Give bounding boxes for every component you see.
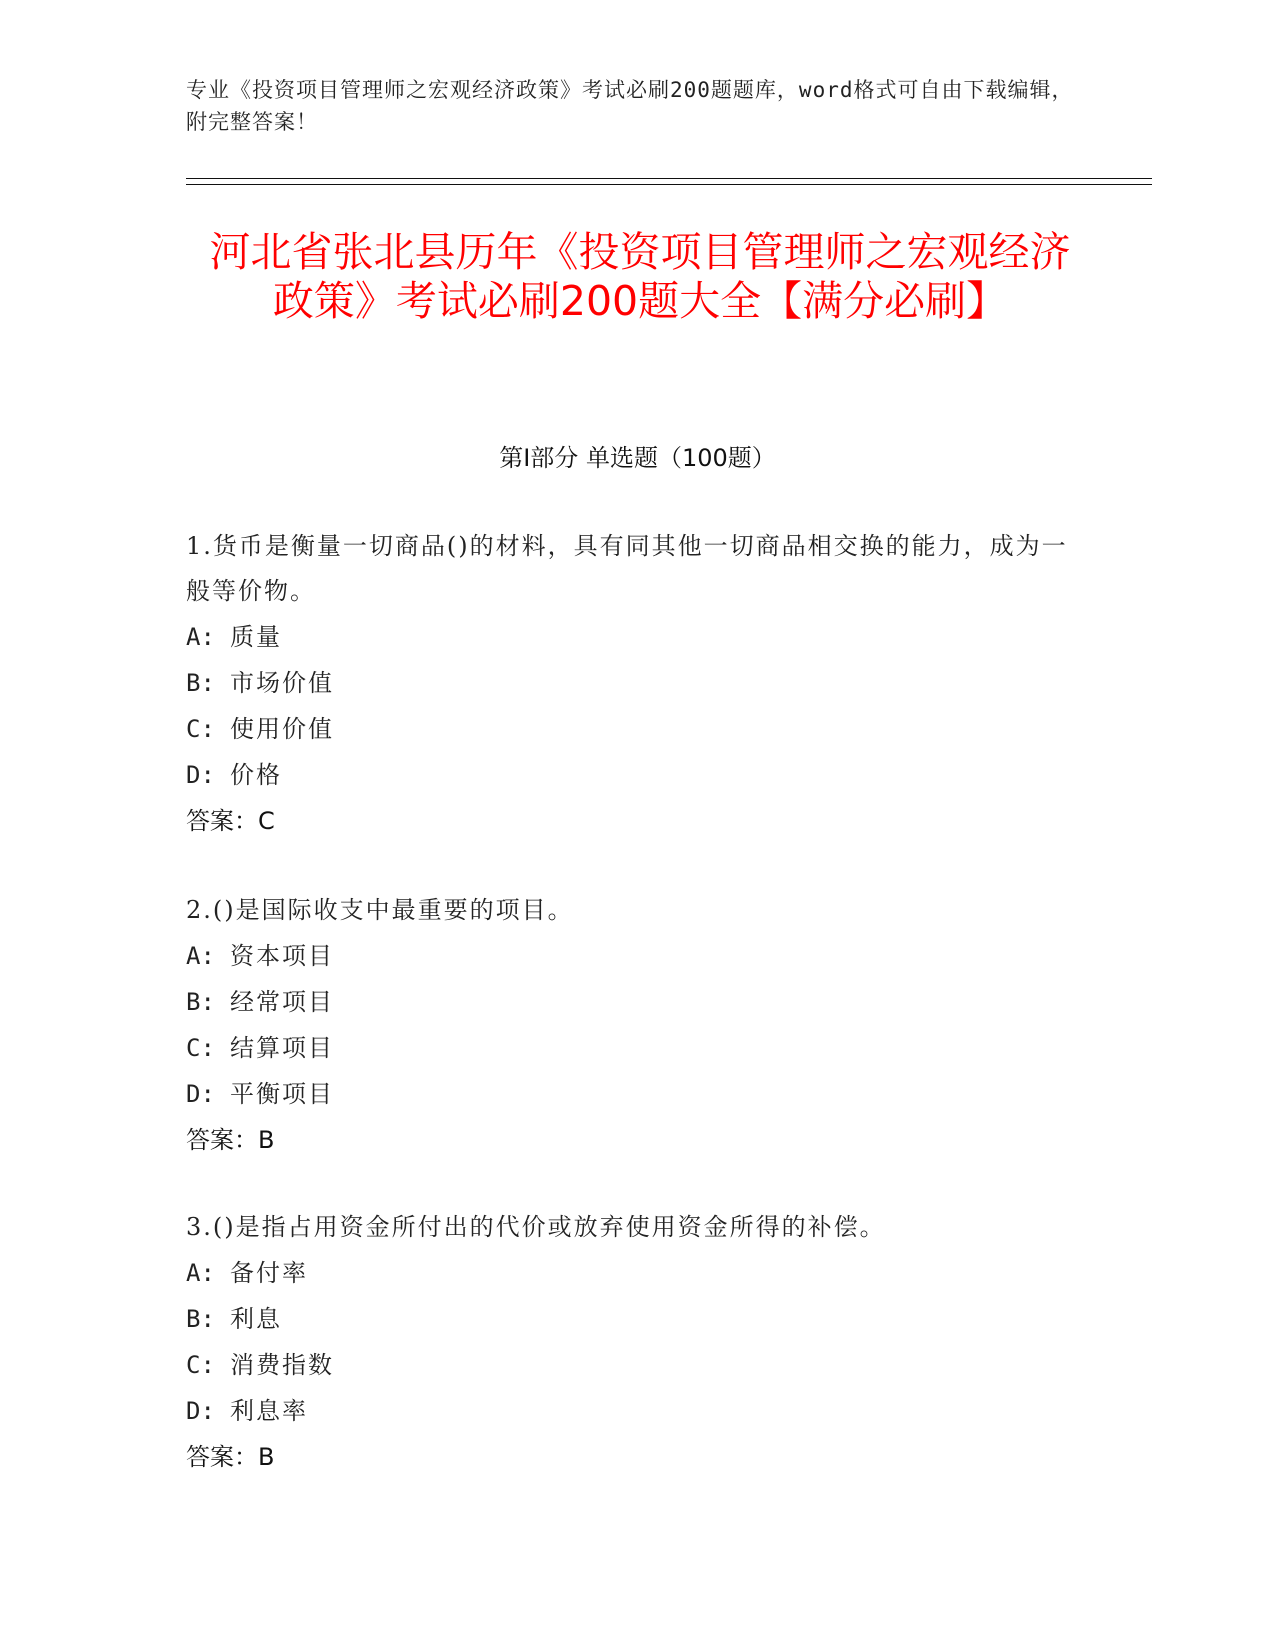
option-a: [186, 614, 1086, 660]
option-text: 使用价值: [230, 715, 334, 743]
header-note: 专业《投资项目管理师之宏观经济政策》考试必刷200题题库，word格式可自由下载编辑，附完整答案！: [186, 78, 1074, 134]
answer: 答案：B: [186, 1443, 275, 1471]
option-c: [186, 1025, 1086, 1071]
option-letter: C:: [186, 715, 215, 743]
option-letter: D:: [186, 1080, 215, 1108]
document-title: 河北省张北县历年《投资项目管理师之宏观经济政策》考试必刷200题大全【满分必刷】: [209, 228, 1071, 325]
option-text: 经常项目: [230, 988, 334, 1016]
option-letter: C:: [186, 1034, 215, 1062]
answer: 答案：B: [186, 1126, 275, 1154]
option-d: [186, 1388, 1086, 1434]
option-b: [186, 1296, 1086, 1342]
option-letter: A:: [186, 623, 215, 651]
option-c: [186, 1342, 1086, 1388]
answer: 答案：C: [186, 807, 275, 835]
option-c: [186, 706, 1086, 752]
option-b: [186, 660, 1086, 706]
question-stem: 2.()是国际收支中最重要的项目。: [186, 896, 574, 924]
option-letter: D:: [186, 761, 215, 789]
option-d: [186, 752, 1086, 798]
option-letter: C:: [186, 1351, 215, 1379]
question-2: [186, 888, 1086, 1163]
option-text: 市场价值: [230, 669, 334, 697]
option-letter: D:: [186, 1397, 215, 1425]
option-text: 资本项目: [230, 942, 334, 970]
option-text: 结算项目: [230, 1034, 334, 1062]
option-text: 消费指数: [230, 1351, 334, 1379]
option-d: [186, 1071, 1086, 1117]
option-text: 价格: [230, 761, 282, 789]
option-letter: B:: [186, 1305, 215, 1333]
question-stem: 1.货币是衡量一切商品()的材料，具有同其他一切商品相交换的能力，成为一般等价物。: [186, 532, 1068, 605]
option-text: 利息率: [230, 1397, 308, 1425]
option-text: 备付率: [230, 1259, 308, 1287]
option-letter: A:: [186, 1259, 215, 1287]
option-a: [186, 1250, 1086, 1296]
section-title: 第Ⅰ部分 单选题（100题）: [499, 444, 776, 472]
question-3: [186, 1205, 1086, 1480]
header-divider-bottom: [186, 184, 1152, 185]
option-letter: B:: [186, 669, 215, 697]
option-text: 质量: [230, 623, 282, 651]
option-b: [186, 979, 1086, 1025]
option-a: [186, 933, 1086, 979]
header-divider-top: [186, 178, 1152, 179]
option-text: 平衡项目: [230, 1080, 334, 1108]
option-letter: A:: [186, 942, 215, 970]
option-text: 利息: [230, 1305, 282, 1333]
option-letter: B:: [186, 988, 215, 1016]
question-stem: 3.()是指占用资金所付出的代价或放弃使用资金所得的补偿。: [186, 1213, 886, 1241]
question-1: [186, 524, 1086, 844]
